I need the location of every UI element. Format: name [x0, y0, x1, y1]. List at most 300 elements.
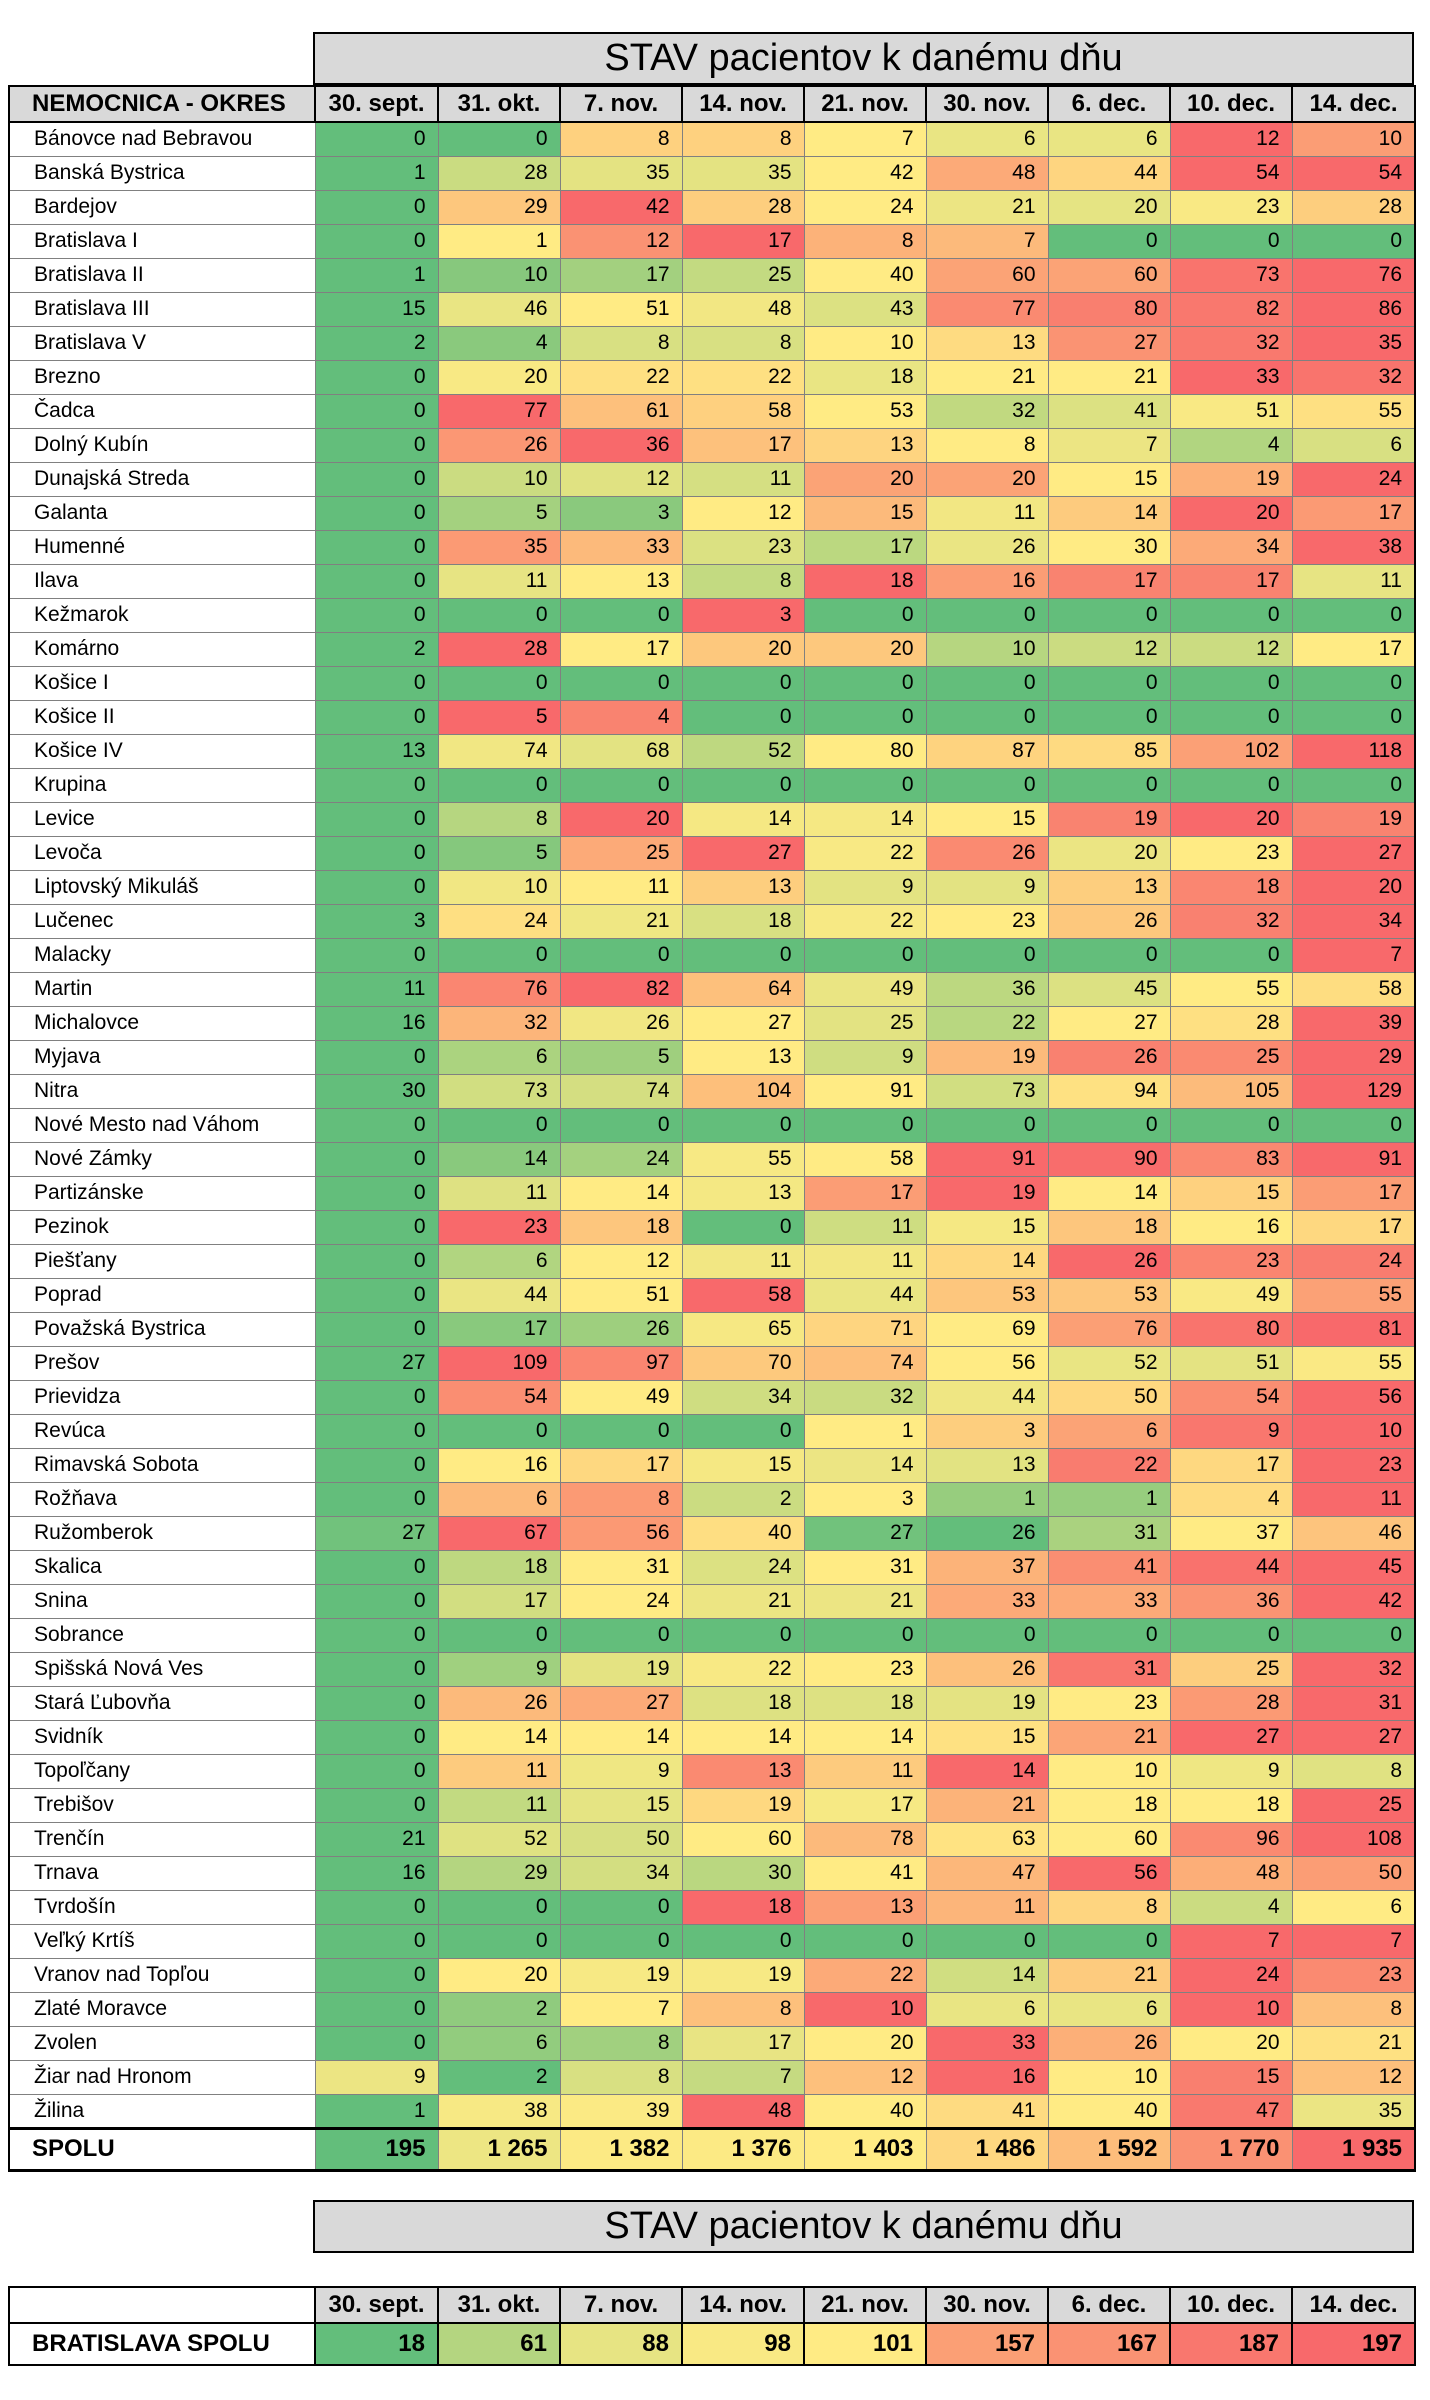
table-row — [9, 1924, 1415, 1958]
patient-count-cell: 27 — [560, 1686, 682, 1720]
patient-count-cell: 12 — [1170, 122, 1292, 156]
patient-count-cell: 0 — [1170, 1618, 1292, 1652]
patient-count-cell: 20 — [1170, 2026, 1292, 2060]
patient-count-cell: 0 — [1048, 768, 1170, 802]
patient-count-cell: 41 — [1048, 1550, 1170, 1584]
patient-count-cell: 36 — [560, 428, 682, 462]
patient-count-cell: 32 — [1292, 360, 1415, 394]
district-name: Dolný Kubín — [9, 428, 315, 462]
patient-count-cell: 48 — [926, 156, 1048, 190]
patient-count-cell: 8 — [804, 224, 926, 258]
patient-count-cell: 22 — [682, 360, 804, 394]
patient-count-cell: 0 — [1292, 1108, 1415, 1142]
table-row — [9, 1414, 1415, 1448]
bratislava-total-label: BRATISLAVA SPOLU — [9, 2323, 315, 2365]
patient-count-cell: 35 — [438, 530, 560, 564]
patient-count-cell: 49 — [1170, 1278, 1292, 1312]
patient-count-cell: 7 — [1292, 938, 1415, 972]
patient-count-cell: 32 — [804, 1380, 926, 1414]
patient-count-cell: 25 — [682, 258, 804, 292]
patient-count-cell: 50 — [1048, 1380, 1170, 1414]
bratislava-value-cell: 101 — [804, 2323, 926, 2365]
table-row — [9, 1482, 1415, 1516]
patient-count-cell: 8 — [438, 802, 560, 836]
table-row — [9, 1958, 1415, 1992]
patient-count-cell: 6 — [438, 1482, 560, 1516]
patient-count-cell: 20 — [438, 360, 560, 394]
patient-count-cell: 7 — [1048, 428, 1170, 462]
patient-count-cell: 27 — [315, 1516, 438, 1550]
patient-count-cell: 20 — [560, 802, 682, 836]
patient-count-cell: 0 — [682, 1210, 804, 1244]
patient-count-cell: 15 — [926, 802, 1048, 836]
bratislava-header-blank — [9, 2287, 315, 2323]
patient-count-cell: 1 — [926, 1482, 1048, 1516]
patient-count-cell: 0 — [315, 190, 438, 224]
patient-count-cell: 20 — [1048, 190, 1170, 224]
patient-count-cell: 0 — [1048, 700, 1170, 734]
patient-count-cell: 81 — [1292, 1312, 1415, 1346]
patient-count-cell: 33 — [1170, 360, 1292, 394]
district-name: Levice — [9, 802, 315, 836]
patient-count-cell: 19 — [926, 1176, 1048, 1210]
patient-count-cell: 71 — [804, 1312, 926, 1346]
patient-count-cell: 0 — [315, 122, 438, 156]
patient-count-cell: 0 — [438, 1890, 560, 1924]
patient-count-cell: 0 — [438, 598, 560, 632]
patient-count-cell: 0 — [315, 700, 438, 734]
column-header-date: 6. dec. — [1048, 86, 1170, 122]
patient-count-cell: 18 — [682, 1686, 804, 1720]
patient-count-cell: 0 — [315, 1550, 438, 1584]
patient-count-cell: 0 — [315, 2026, 438, 2060]
patient-count-cell: 0 — [315, 530, 438, 564]
patient-count-cell: 20 — [438, 1958, 560, 1992]
patient-count-cell: 26 — [1048, 1040, 1170, 1074]
column-header-date: 30. nov. — [926, 86, 1048, 122]
table-row — [9, 1788, 1415, 1822]
patient-count-cell: 18 — [804, 1686, 926, 1720]
table-row — [9, 870, 1415, 904]
patient-count-cell: 15 — [1048, 462, 1170, 496]
patient-count-cell: 74 — [438, 734, 560, 768]
patient-count-cell: 0 — [315, 1924, 438, 1958]
district-name: Topoľčany — [9, 1754, 315, 1788]
patient-count-cell: 58 — [682, 1278, 804, 1312]
bratislava-header-date: 21. nov. — [804, 2287, 926, 2323]
patient-count-cell: 55 — [1292, 394, 1415, 428]
patient-count-cell: 8 — [926, 428, 1048, 462]
patient-count-cell: 51 — [1170, 394, 1292, 428]
patient-count-cell: 26 — [926, 836, 1048, 870]
patient-count-cell: 26 — [1048, 1244, 1170, 1278]
patient-count-cell: 73 — [926, 1074, 1048, 1108]
patient-count-cell: 27 — [1048, 1006, 1170, 1040]
patient-count-cell: 0 — [315, 1482, 438, 1516]
district-name: Liptovský Mikuláš — [9, 870, 315, 904]
patient-count-cell: 12 — [1170, 632, 1292, 666]
district-name: Levoča — [9, 836, 315, 870]
patient-count-cell: 1 — [315, 2094, 438, 2128]
patient-count-cell: 43 — [804, 292, 926, 326]
patient-count-cell: 0 — [1048, 224, 1170, 258]
patient-count-cell: 28 — [1292, 190, 1415, 224]
patient-count-cell: 10 — [926, 632, 1048, 666]
patient-count-cell: 9 — [804, 870, 926, 904]
patient-count-cell: 58 — [804, 1142, 926, 1176]
patient-count-cell: 12 — [560, 224, 682, 258]
patient-count-cell: 23 — [1170, 836, 1292, 870]
patient-count-cell: 21 — [804, 1584, 926, 1618]
patient-count-cell: 41 — [926, 2094, 1048, 2128]
patient-count-cell: 25 — [1292, 1788, 1415, 1822]
patient-count-cell: 45 — [1292, 1550, 1415, 1584]
patient-count-cell: 11 — [804, 1210, 926, 1244]
patient-count-cell: 60 — [1048, 258, 1170, 292]
patient-count-cell: 17 — [438, 1584, 560, 1618]
patient-count-cell: 39 — [1292, 1006, 1415, 1040]
patient-count-cell: 90 — [1048, 1142, 1170, 1176]
patient-count-cell: 69 — [926, 1312, 1048, 1346]
patient-count-cell: 23 — [1170, 190, 1292, 224]
patient-count-cell: 11 — [804, 1244, 926, 1278]
table-row — [9, 2026, 1415, 2060]
patient-count-cell: 0 — [682, 1108, 804, 1142]
table-row — [9, 1074, 1415, 1108]
bratislava-header-date: 14. dec. — [1292, 2287, 1415, 2323]
patient-count-cell: 18 — [682, 904, 804, 938]
patient-count-cell: 44 — [926, 1380, 1048, 1414]
total-value-cell: 1 770 — [1170, 2128, 1292, 2170]
patient-count-cell: 20 — [926, 462, 1048, 496]
patient-count-cell: 34 — [1292, 904, 1415, 938]
patient-count-cell: 12 — [560, 462, 682, 496]
patient-count-cell: 8 — [1292, 1992, 1415, 2026]
patient-count-cell: 68 — [560, 734, 682, 768]
patient-count-cell: 55 — [1292, 1346, 1415, 1380]
table-row — [9, 2060, 1415, 2094]
patient-count-cell: 102 — [1170, 734, 1292, 768]
table-row — [9, 360, 1415, 394]
patient-count-cell: 10 — [804, 326, 926, 360]
patient-count-cell: 0 — [560, 938, 682, 972]
patient-count-cell: 51 — [560, 1278, 682, 1312]
patient-count-cell: 53 — [926, 1278, 1048, 1312]
patient-count-cell: 3 — [682, 598, 804, 632]
bratislava-value-cell: 61 — [438, 2323, 560, 2365]
patient-count-cell: 55 — [1170, 972, 1292, 1006]
patient-count-cell: 0 — [1292, 224, 1415, 258]
patient-count-cell: 7 — [804, 122, 926, 156]
patient-count-cell: 22 — [804, 836, 926, 870]
district-name: Svidník — [9, 1720, 315, 1754]
table-header-row — [9, 86, 1415, 122]
district-name: Stará Ľubovňa — [9, 1686, 315, 1720]
patient-count-cell: 0 — [1170, 666, 1292, 700]
patient-count-cell: 18 — [682, 1890, 804, 1924]
patient-count-cell: 0 — [315, 870, 438, 904]
patient-count-cell: 8 — [560, 326, 682, 360]
patient-count-cell: 10 — [438, 870, 560, 904]
bratislava-title: STAV pacientov k danému dňu — [313, 2200, 1414, 2253]
patient-count-cell: 10 — [1292, 1414, 1415, 1448]
district-name: Poprad — [9, 1278, 315, 1312]
patient-count-cell: 19 — [560, 1958, 682, 1992]
district-name: Košice II — [9, 700, 315, 734]
patient-count-cell: 22 — [560, 360, 682, 394]
patient-count-cell: 12 — [682, 496, 804, 530]
patient-count-cell: 0 — [315, 496, 438, 530]
patient-count-cell: 1 — [315, 156, 438, 190]
table-row — [9, 1720, 1415, 1754]
table-row — [9, 1278, 1415, 1312]
patient-count-cell: 7 — [1170, 1924, 1292, 1958]
patient-count-cell: 0 — [804, 1618, 926, 1652]
patient-count-cell: 0 — [315, 1686, 438, 1720]
patient-count-cell: 9 — [438, 1652, 560, 1686]
patient-count-cell: 0 — [438, 1618, 560, 1652]
patient-count-cell: 31 — [560, 1550, 682, 1584]
patient-count-cell: 11 — [438, 1788, 560, 1822]
patient-count-cell: 27 — [682, 1006, 804, 1040]
patient-count-cell: 24 — [1292, 462, 1415, 496]
patient-count-cell: 0 — [315, 1414, 438, 1448]
patient-count-cell: 23 — [926, 904, 1048, 938]
patient-count-cell: 13 — [682, 1176, 804, 1210]
patient-count-cell: 32 — [1170, 326, 1292, 360]
district-name: Sobrance — [9, 1618, 315, 1652]
patient-count-cell: 49 — [804, 972, 926, 1006]
patient-count-cell: 14 — [682, 1720, 804, 1754]
patient-count-cell: 19 — [1048, 802, 1170, 836]
patient-count-cell: 13 — [1048, 870, 1170, 904]
patient-count-cell: 24 — [1292, 1244, 1415, 1278]
table-row — [9, 938, 1415, 972]
district-name: Revúca — [9, 1414, 315, 1448]
column-header-date: 14. dec. — [1292, 86, 1415, 122]
patient-count-cell: 17 — [1292, 496, 1415, 530]
bratislava-header-date: 14. nov. — [682, 2287, 804, 2323]
bratislava-value-cell: 157 — [926, 2323, 1048, 2365]
table-row — [9, 802, 1415, 836]
patient-count-cell: 0 — [315, 1584, 438, 1618]
patient-count-cell: 17 — [1292, 1210, 1415, 1244]
district-name: Ilava — [9, 564, 315, 598]
bratislava-total-row — [9, 2323, 1415, 2365]
table-row — [9, 530, 1415, 564]
patient-count-cell: 22 — [926, 1006, 1048, 1040]
patient-count-cell: 9 — [1170, 1754, 1292, 1788]
patient-count-cell: 21 — [926, 1788, 1048, 1822]
table-row — [9, 1142, 1415, 1176]
patient-count-cell: 0 — [926, 938, 1048, 972]
bratislava-table — [8, 2286, 1416, 2366]
patient-count-cell: 0 — [1292, 598, 1415, 632]
table-row — [9, 1890, 1415, 1924]
district-name: Tvrdošín — [9, 1890, 315, 1924]
patient-count-cell: 0 — [682, 666, 804, 700]
column-header-name: NEMOCNICA - OKRES — [9, 86, 315, 122]
patient-count-cell: 13 — [682, 1040, 804, 1074]
patient-count-cell: 24 — [438, 904, 560, 938]
patient-count-cell: 27 — [1170, 1720, 1292, 1754]
patient-count-cell: 16 — [315, 1856, 438, 1890]
patient-count-cell: 74 — [560, 1074, 682, 1108]
patient-count-cell: 94 — [1048, 1074, 1170, 1108]
patient-count-cell: 14 — [560, 1720, 682, 1754]
patient-count-cell: 8 — [682, 1992, 804, 2026]
patient-count-cell: 29 — [1292, 1040, 1415, 1074]
patient-count-cell: 12 — [804, 2060, 926, 2094]
district-name: Dunajská Streda — [9, 462, 315, 496]
patient-count-cell: 0 — [315, 1720, 438, 1754]
patient-count-cell: 91 — [926, 1142, 1048, 1176]
patient-count-cell: 0 — [315, 428, 438, 462]
patient-count-cell: 8 — [560, 2026, 682, 2060]
patient-count-cell: 70 — [682, 1346, 804, 1380]
district-name: Banská Bystrica — [9, 156, 315, 190]
total-value-cell: 1 935 — [1292, 2128, 1415, 2170]
patient-count-cell: 14 — [1048, 1176, 1170, 1210]
district-name: Bratislava II — [9, 258, 315, 292]
patient-count-cell: 0 — [315, 1210, 438, 1244]
patient-count-cell: 14 — [804, 1720, 926, 1754]
patient-count-cell: 33 — [926, 1584, 1048, 1618]
patient-count-cell: 36 — [1170, 1584, 1292, 1618]
district-name: Bardejov — [9, 190, 315, 224]
patient-count-cell: 26 — [926, 1652, 1048, 1686]
table-row — [9, 734, 1415, 768]
patient-count-cell: 30 — [1048, 530, 1170, 564]
table-title: STAV pacientov k danému dňu — [313, 32, 1414, 85]
patient-count-cell: 30 — [315, 1074, 438, 1108]
patient-count-cell: 0 — [438, 938, 560, 972]
patient-count-cell: 42 — [804, 156, 926, 190]
patient-count-cell: 44 — [1048, 156, 1170, 190]
patient-count-cell: 22 — [804, 904, 926, 938]
patient-count-cell: 48 — [682, 2094, 804, 2128]
patient-count-cell: 5 — [438, 700, 560, 734]
patient-count-cell: 4 — [438, 326, 560, 360]
patient-count-cell: 19 — [1292, 802, 1415, 836]
patient-count-cell: 20 — [1170, 496, 1292, 530]
patient-count-cell: 0 — [315, 1312, 438, 1346]
patient-count-cell: 6 — [1292, 1890, 1415, 1924]
patient-count-cell: 0 — [682, 938, 804, 972]
patient-count-cell: 49 — [560, 1380, 682, 1414]
patient-count-cell: 17 — [438, 1312, 560, 1346]
table-row — [9, 1686, 1415, 1720]
patient-count-cell: 19 — [560, 1652, 682, 1686]
table-row — [9, 904, 1415, 938]
patient-count-cell: 76 — [1292, 258, 1415, 292]
table-row — [9, 224, 1415, 258]
patient-count-cell: 8 — [682, 122, 804, 156]
patient-count-cell: 0 — [315, 1380, 438, 1414]
bratislava-value-cell: 187 — [1170, 2323, 1292, 2365]
patient-count-cell: 17 — [1048, 564, 1170, 598]
bratislava-header-date: 30. nov. — [926, 2287, 1048, 2323]
patient-count-cell: 17 — [1292, 1176, 1415, 1210]
patient-count-cell: 54 — [1170, 1380, 1292, 1414]
patient-count-cell: 13 — [682, 1754, 804, 1788]
patient-count-cell: 9 — [926, 870, 1048, 904]
table-row — [9, 394, 1415, 428]
patient-count-cell: 8 — [682, 564, 804, 598]
patient-count-cell: 0 — [560, 598, 682, 632]
patient-count-cell: 17 — [682, 224, 804, 258]
district-name: Žiar nad Hronom — [9, 2060, 315, 2094]
patient-count-cell: 29 — [438, 1856, 560, 1890]
district-name: Myjava — [9, 1040, 315, 1074]
patient-count-cell: 20 — [682, 632, 804, 666]
patient-count-cell: 56 — [1048, 1856, 1170, 1890]
patient-count-cell: 105 — [1170, 1074, 1292, 1108]
patient-count-cell: 26 — [560, 1312, 682, 1346]
patient-count-cell: 76 — [438, 972, 560, 1006]
patient-count-cell: 129 — [1292, 1074, 1415, 1108]
patient-count-cell: 8 — [560, 1482, 682, 1516]
patient-count-cell: 10 — [1048, 2060, 1170, 2094]
patient-count-cell: 10 — [1170, 1992, 1292, 2026]
patient-count-cell: 0 — [804, 1108, 926, 1142]
patient-count-cell: 28 — [682, 190, 804, 224]
patient-count-cell: 0 — [1048, 598, 1170, 632]
patient-count-cell: 12 — [1048, 632, 1170, 666]
patient-count-cell: 40 — [804, 2094, 926, 2128]
patient-count-cell: 1 — [315, 258, 438, 292]
patient-count-cell: 0 — [804, 1924, 926, 1958]
patient-count-cell: 27 — [1292, 836, 1415, 870]
patient-count-cell: 1 — [804, 1414, 926, 1448]
table-row — [9, 190, 1415, 224]
patient-count-cell: 15 — [560, 1788, 682, 1822]
column-header-date: 10. dec. — [1170, 86, 1292, 122]
patient-count-cell: 109 — [438, 1346, 560, 1380]
patient-count-cell: 25 — [560, 836, 682, 870]
patient-count-cell: 67 — [438, 1516, 560, 1550]
patient-count-cell: 0 — [926, 666, 1048, 700]
patient-count-cell: 0 — [315, 1278, 438, 1312]
patient-count-cell: 0 — [560, 1924, 682, 1958]
patient-count-cell: 37 — [1170, 1516, 1292, 1550]
patient-count-cell: 46 — [438, 292, 560, 326]
table-row — [9, 598, 1415, 632]
district-name: Galanta — [9, 496, 315, 530]
patient-count-cell: 21 — [1292, 2026, 1415, 2060]
patient-count-cell: 0 — [315, 394, 438, 428]
patient-count-cell: 53 — [804, 394, 926, 428]
patient-count-cell: 19 — [1170, 462, 1292, 496]
patient-count-cell: 77 — [438, 394, 560, 428]
table-row — [9, 462, 1415, 496]
patient-count-cell: 22 — [804, 1958, 926, 1992]
patient-count-cell: 0 — [315, 1618, 438, 1652]
patient-count-cell: 78 — [804, 1822, 926, 1856]
table-row — [9, 156, 1415, 190]
patient-count-cell: 13 — [926, 1448, 1048, 1482]
patient-count-cell: 28 — [438, 156, 560, 190]
patient-count-cell: 60 — [926, 258, 1048, 292]
patient-count-cell: 6 — [438, 2026, 560, 2060]
patient-count-cell: 0 — [1170, 1108, 1292, 1142]
district-name: Zlaté Moravce — [9, 1992, 315, 2026]
patient-count-cell: 18 — [1170, 870, 1292, 904]
bratislava-value-cell: 88 — [560, 2323, 682, 2365]
patient-count-cell: 0 — [438, 122, 560, 156]
patient-count-cell: 54 — [438, 1380, 560, 1414]
patient-count-cell: 0 — [682, 1618, 804, 1652]
